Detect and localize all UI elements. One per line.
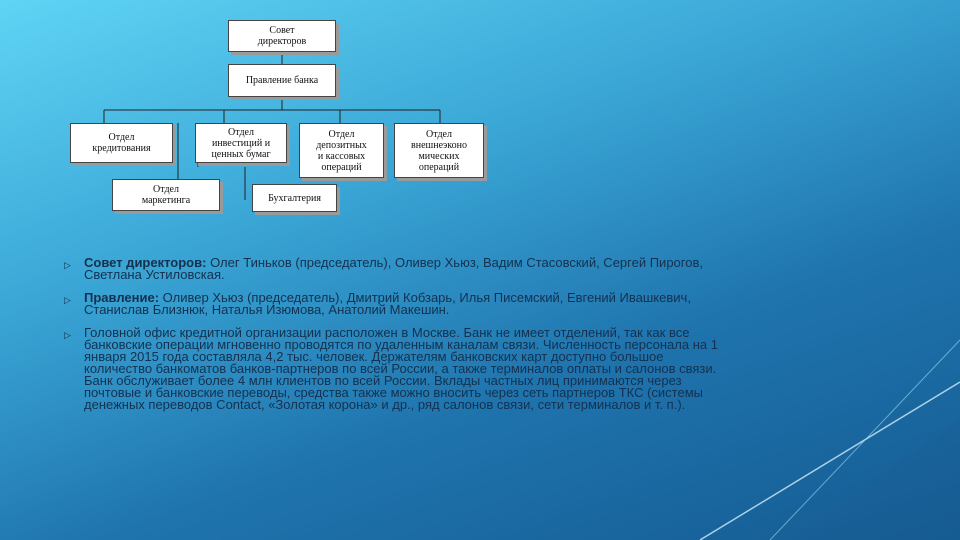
- bullet-heading: Правление:: [84, 290, 160, 305]
- board-of-directors-box: Совет директоров: [228, 20, 336, 52]
- accounting-box: Бухгалтерия: [252, 184, 337, 212]
- bullet-item: [64, 327, 724, 411]
- department-deposits-box: Отдел депозитных и кассовых операций: [299, 123, 384, 178]
- bullet-arrow-icon: ▷: [64, 295, 71, 305]
- bullet-text: Олег Тиньков (председатель), Оливер Хьюз, Вадим Стасовский, Сергей Пирогов, Светлана Устиловская.: [84, 255, 703, 282]
- department-marketing-box: Отдел маркетинга: [112, 179, 220, 211]
- bullet-arrow-icon: ▷: [64, 330, 71, 340]
- bullet-text: Головной офис кредитной организации расположен в Москве. Банк не имеет отделений, так как все банковские операции мгновенно проводятся по удаленным каналам связи. Численность персонала на 1 января 2015 года составляла 4,2 тыс. человек. Держателям банковских карт доступно большое количество банкоматов банков-партнеров по всей России, а также терминалов оплаты и салонов связи. Банк обслуживает более 4 млн клиентов по всей России. Вклады частных лиц принимаются через почтовые и банковские переводы, средства также можно вносить через сеть партнеров ТКС (системы денежных переводов Contact, «Золотая корона» и др., ряд салонов связи, сети терминалов и т. п.).: [84, 325, 718, 412]
- department-foreign-econ-box: Отдел внешнеэконо мических операций: [394, 123, 484, 178]
- bullet-heading: Совет директоров:: [84, 255, 207, 270]
- department-investments-box: Отдел инвестиций и ценных бумаг: [195, 123, 287, 163]
- management-box: Правление банка: [228, 64, 336, 97]
- bullet-arrow-icon: ▷: [64, 260, 71, 270]
- bullet-item: [64, 292, 724, 316]
- bullet-list: [64, 257, 724, 422]
- department-lending-box: Отдел кредитования: [70, 123, 173, 163]
- bullet-text: Оливер Хьюз (председатель), Дмитрий Кобзарь, Илья Писемский, Евгений Ивашкевич, Станислав Близнюк, Наталья Изюмова, Анатолий Макешин.: [84, 290, 691, 317]
- bullet-item: [64, 257, 724, 281]
